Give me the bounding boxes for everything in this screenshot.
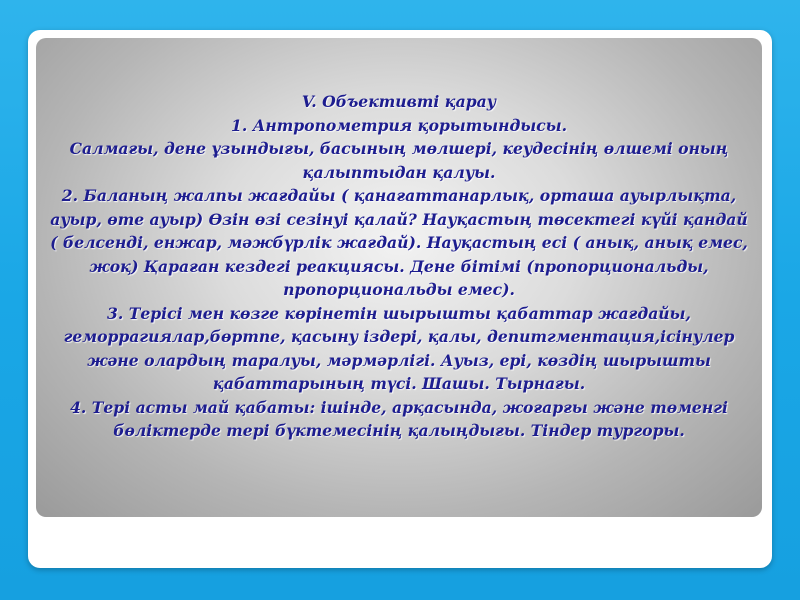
content-panel (36, 38, 762, 517)
slide-text (46, 90, 752, 443)
section-heading: V. Объективті қарау (301, 92, 497, 112)
item-3-text: 3. Терісі мен көзге көрінетін шырышты қабаттар жағдайы, геморрагиялар,бөртпе, қасыну іздері, қалы, депитгментация,ісінулер және олардың таралуы, мәрмәрлігі. Ауыз, ері, көздің шырышты қабаттарының түсі. Шашы. Тырнағы. (63, 303, 735, 394)
item-2-text: 2. Баланың жалпы жағдайы ( қанағаттанарлық, орташа ауырлықта, ауыр, өте ауыр) Өзін өзі сезінуі қалай? Науқастың төсектегі күйі қандай ( белсенді, енжар, мәжбүрлік жағдай). Науқастың есі ( анық, анық емес, жоқ) Қараған кездегі реакциясы. Дене бітімі (пропорциональды, пропорциональды емес). (50, 186, 748, 300)
item-1-heading: 1. Антропометрия қорытындысы. (230, 115, 568, 135)
item-1-text: Салмағы, дене ұзындығы, басының мөлшері, кеудесінің өлшемі оның қалыптыдан қалуы. (69, 139, 729, 182)
item-4-text: 4. Тері асты май қабаты: ішінде, арқасында, жоғарғы және төменгі бөліктерде тері бүктемесінің қалыңдығы. Тіндер тургоры. (70, 397, 728, 441)
slide-frame (28, 30, 772, 568)
